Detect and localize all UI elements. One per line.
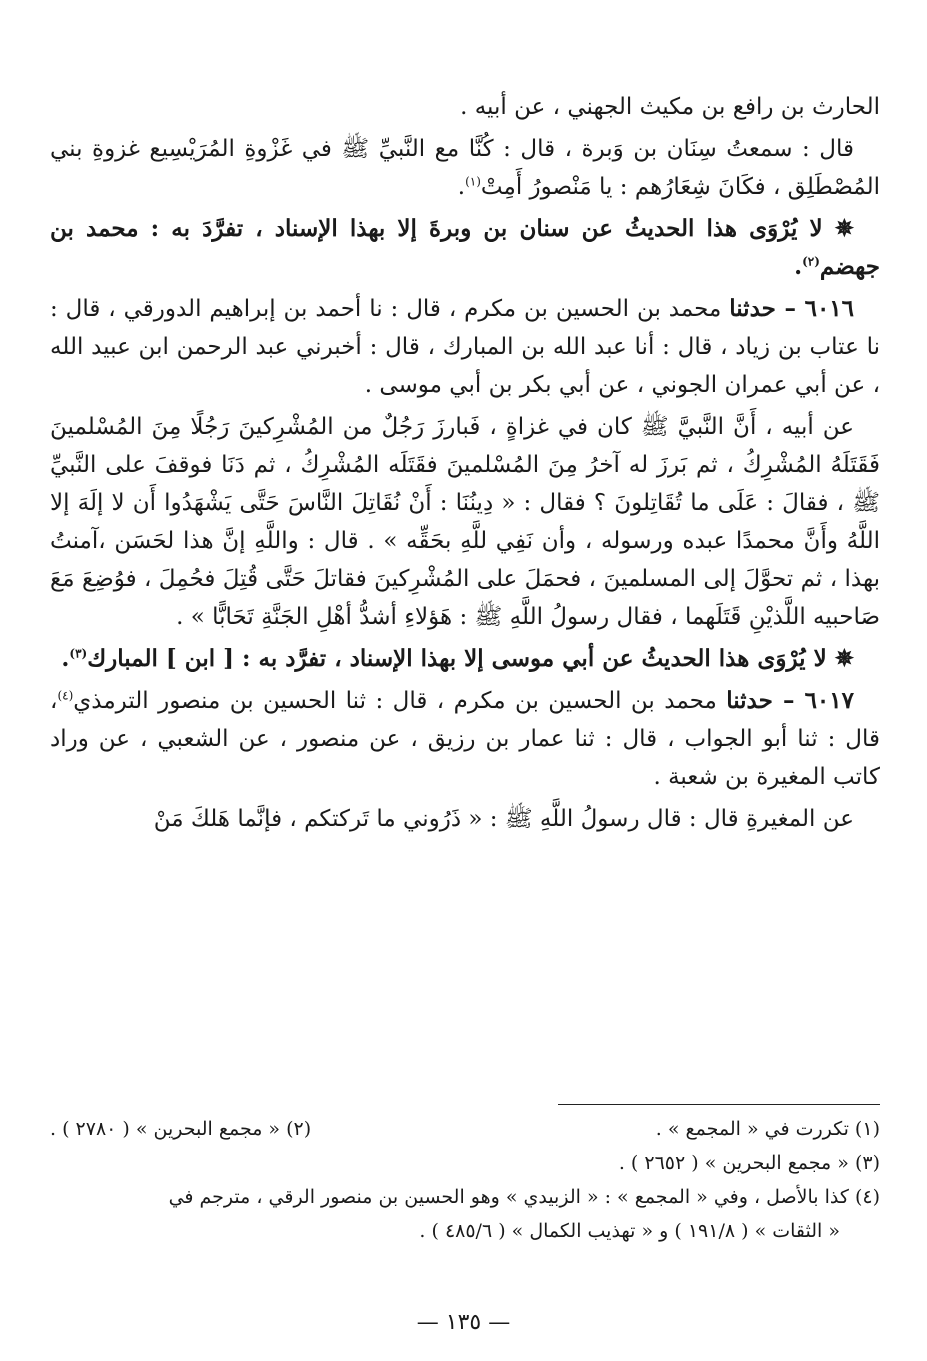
footnote-ref-3[interactable]: (٣) [69,646,88,661]
paragraph-1-text: الحارث بن رافع بن مكيث الجهني ، عن أبيه . [460,94,880,120]
hadith-6017-number: ٦٠١٧ – حدثنا [726,687,854,714]
paragraph-6-note [50,640,880,678]
paragraph-3-end: . [794,253,803,280]
paragraph-2-text: قال : سمعتُ سِنَان بن وَبرة ، قال : كُنَّا مع النَّبيِّ ﷺ في غَزْوةِ المُرَيْسِيع غزوةِ بني المُصْطَلِق ، فكَانَ شِعَارُهم : يا مَنْصورُ أَمِتْ [50,136,880,200]
hadith-6016-isnad: محمد بن الحسين بن مكرم ، قال : نا أحمد بن إبراهيم الدورقي ، قال : نا عتاب بن زياد ، قال : أنا عبد الله بن المبارك ، قال : أخبرني عبد الرحمن ابن عبيد الله ، عن أبي عمران الجوني ، عن أبي بكر بن أبي موسى . [50,296,880,398]
paragraph-1 [50,88,880,126]
paragraph-5 [50,408,880,636]
hadith-6016-number: ٦٠١٦ – حدثنا [729,295,855,322]
paragraph-3-note [50,210,880,286]
paragraph-6-end: . [61,645,70,672]
hadith-6017 [50,682,880,796]
footnote-ref-4[interactable]: (٤) [57,688,74,703]
footnote-ref-2[interactable]: (٢) [802,254,820,269]
footnote-row-1 [50,1112,880,1146]
footnotes [50,1112,880,1248]
footnote-4-line-2: « الثقات » ( ١٩١/٨ ) و « تهذيب الكمال » ( ٤٨٥/٦ ) . [419,1220,840,1242]
footnote-ref-1[interactable]: (١) [465,174,481,189]
hadith-6016 [50,290,880,404]
paragraph-3-text: ✵ لا يُرْوَى هذا الحديثُ عن سنان بن وبرةَ إلا بهذا الإسناد ، تفرَّدَ به : محمد بن جهضم [50,215,880,280]
paragraph-2-end: . [457,174,466,200]
hadith-6017-isnad-b: ، قال : ثنا أبو الجواب ، قال : ثنا عمار بن رزيق ، عن منصور ، عن الشعبي ، عن وراد كاتب المغيرة بن شعبة . [50,688,880,790]
footnote-2: (٢) « مجمع البحرين » ( ٢٧٨٠ ) . [50,1118,312,1140]
footnote-3: (٣) « مجمع البحرين » ( ٢٦٥٢ ) . [618,1152,880,1174]
paragraph-6-text: ✵ لا يُرْوَى هذا الحديثُ عن أبي موسى إلا بهذا الإسناد ، تفرَّد به : [ ابن ] المبارك [87,645,854,672]
footnote-4-line-1: (٤) كذا بالأصل ، وفي « المجمع » : « الزبيدي » وهو الحسين بن منصور الرقي ، مترجم في [168,1186,880,1208]
paragraph-2 [50,130,880,206]
paragraph-8 [50,800,880,838]
footnote-1: (١) تكررت في « المجمع » . [655,1118,880,1140]
paragraph-8-text: عن المغيرةِ قال : قال رسولُ اللَّهِ ﷺ : « ذَرُوني ما تَركتكم ، فإنَّما هَلكَ مَنْ [153,806,854,832]
paragraph-5-text: عن أبيه ، أَنَّ النَّبيَّ ﷺ كان في غزاةٍ ، فَبارزَ رَجُلٌ من المُشْرِكينَ رَجُلًا مِنَ المُسْلمينَ فَقَتَلَهُ المُشْرِكُ ، ثم بَرزَ له آخرُ مِنَ المُسْلمينَ فقَتَلَه المُشْرِكُ ، ثم دَنَا فوقفَ على النَّبيِّ ﷺ ، فقالَ : عَلَى ما تُقَاتِلونَ ؟ فقال : « دِينُنَا : أَنْ نُقَاتِلَ النَّاسَ حَتَّى يَشْهَدُوا أَن لا إلَهَ إلا اللَّهُ وأَنَّ محمدًا عبده ورسوله ، وأن نَفِي للَّهِ بحَقِّه » . قال : واللَّهِ إنَّ هذا لحَسَن ،آمنتُ بهذا ، ثم تحوَّلَ إلى المسلمينَ ، فحمَلَ على المُشْرِكينَ فقاتلَ حَتَّى قُتِلَ فحُمِلَ ، فوُضِعَ مَعَ صَاحبيه اللَّذيْنِ قَتَلَهما ، فقال رسولُ اللَّهِ ﷺ : هَؤلاءِ أشدُّ أهْلِ الجَنَّةِ تَحَابًّا » . [50,414,880,630]
page-number: — ١٣٥ — [416,1310,511,1335]
hadith-6017-isnad-a: محمد بن الحسين بن مكرم ، قال : ثنا الحسين بن منصور الترمذي [73,688,717,714]
footnote-separator [558,1104,880,1105]
page-body [50,88,880,842]
